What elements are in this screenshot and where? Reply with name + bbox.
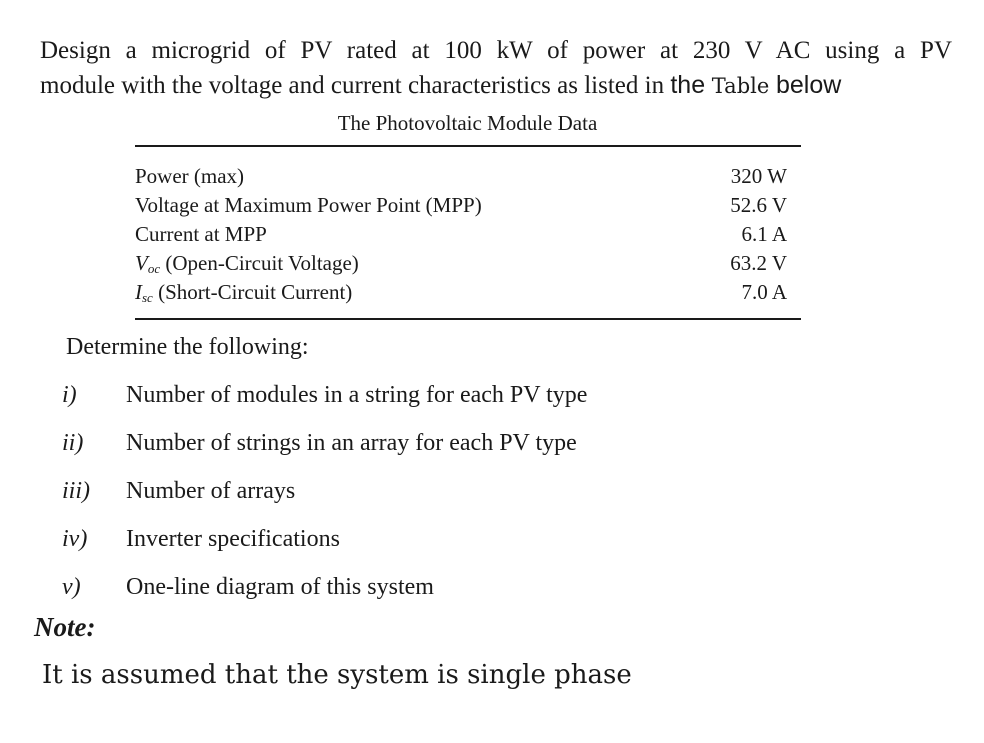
table-row — [135, 191, 801, 220]
isc-symbol — [135, 280, 153, 304]
task-text: Number of arrays — [126, 478, 296, 504]
problem-statement — [40, 34, 952, 103]
table-bottom-rule — [135, 318, 801, 320]
row-value-voc: 63.2 V — [730, 251, 787, 275]
problem-statement-line-2 — [40, 68, 952, 103]
voc-symbol — [135, 251, 160, 275]
task-number: iii) — [62, 478, 90, 504]
row-value-isc: 7.0 A — [741, 280, 787, 304]
row-label-impp: Current at MPP — [135, 222, 267, 246]
problem-statement-line-1: Design a microgrid of PV rated at 100 kW of power at 230 V AC using a PV — [40, 37, 952, 64]
table-row — [135, 278, 801, 307]
problem-statement-line-2-text: module with the voltage and current characteristics as listed in — [40, 72, 671, 99]
voc-symbol-letter: V — [135, 251, 148, 275]
row-value-vmpp: 52.6 V — [730, 193, 787, 217]
problem-statement-word-below: below — [775, 71, 842, 99]
table-row — [135, 220, 801, 249]
problem-statement-word-table: Table — [705, 74, 776, 98]
isc-symbol-subscript: sc — [142, 290, 153, 305]
task-number: iv) — [62, 526, 88, 552]
task-number: i) — [62, 382, 77, 408]
isc-symbol-letter: I — [135, 280, 142, 304]
table-top-rule — [135, 145, 801, 147]
problem-statement-word-the: the — [670, 71, 706, 99]
row-label-isc — [135, 278, 352, 312]
task-number: ii) — [62, 430, 84, 456]
isc-description: (Short-Circuit Current) — [152, 280, 353, 304]
task-text: One-line diagram of this system — [126, 574, 434, 600]
note-body: It is assumed that the system is single phase — [42, 660, 632, 690]
module-data-table — [135, 162, 801, 307]
table-row — [135, 249, 801, 278]
table-row — [135, 162, 801, 191]
task-text: Number of modules in a string for each PV type — [126, 382, 588, 408]
task-text: Number of strings in an array for each PV type — [126, 430, 577, 456]
voc-symbol-subscript: oc — [147, 261, 161, 276]
task-text: Inverter specifications — [126, 526, 340, 552]
note-title: Note: — [34, 612, 96, 642]
voc-description: (Open-Circuit Voltage) — [160, 251, 359, 275]
row-value-impp: 6.1 A — [741, 222, 787, 246]
row-label-vmpp: Voltage at Maximum Power Point (MPP) — [135, 193, 482, 217]
task-number: v) — [62, 574, 81, 600]
table-caption: The Photovoltaic Module Data — [337, 111, 598, 135]
row-value-power-max: 320 W — [730, 164, 787, 188]
row-label-power-max: Power (max) — [135, 164, 245, 188]
determine-heading: Determine the following: — [66, 334, 309, 360]
